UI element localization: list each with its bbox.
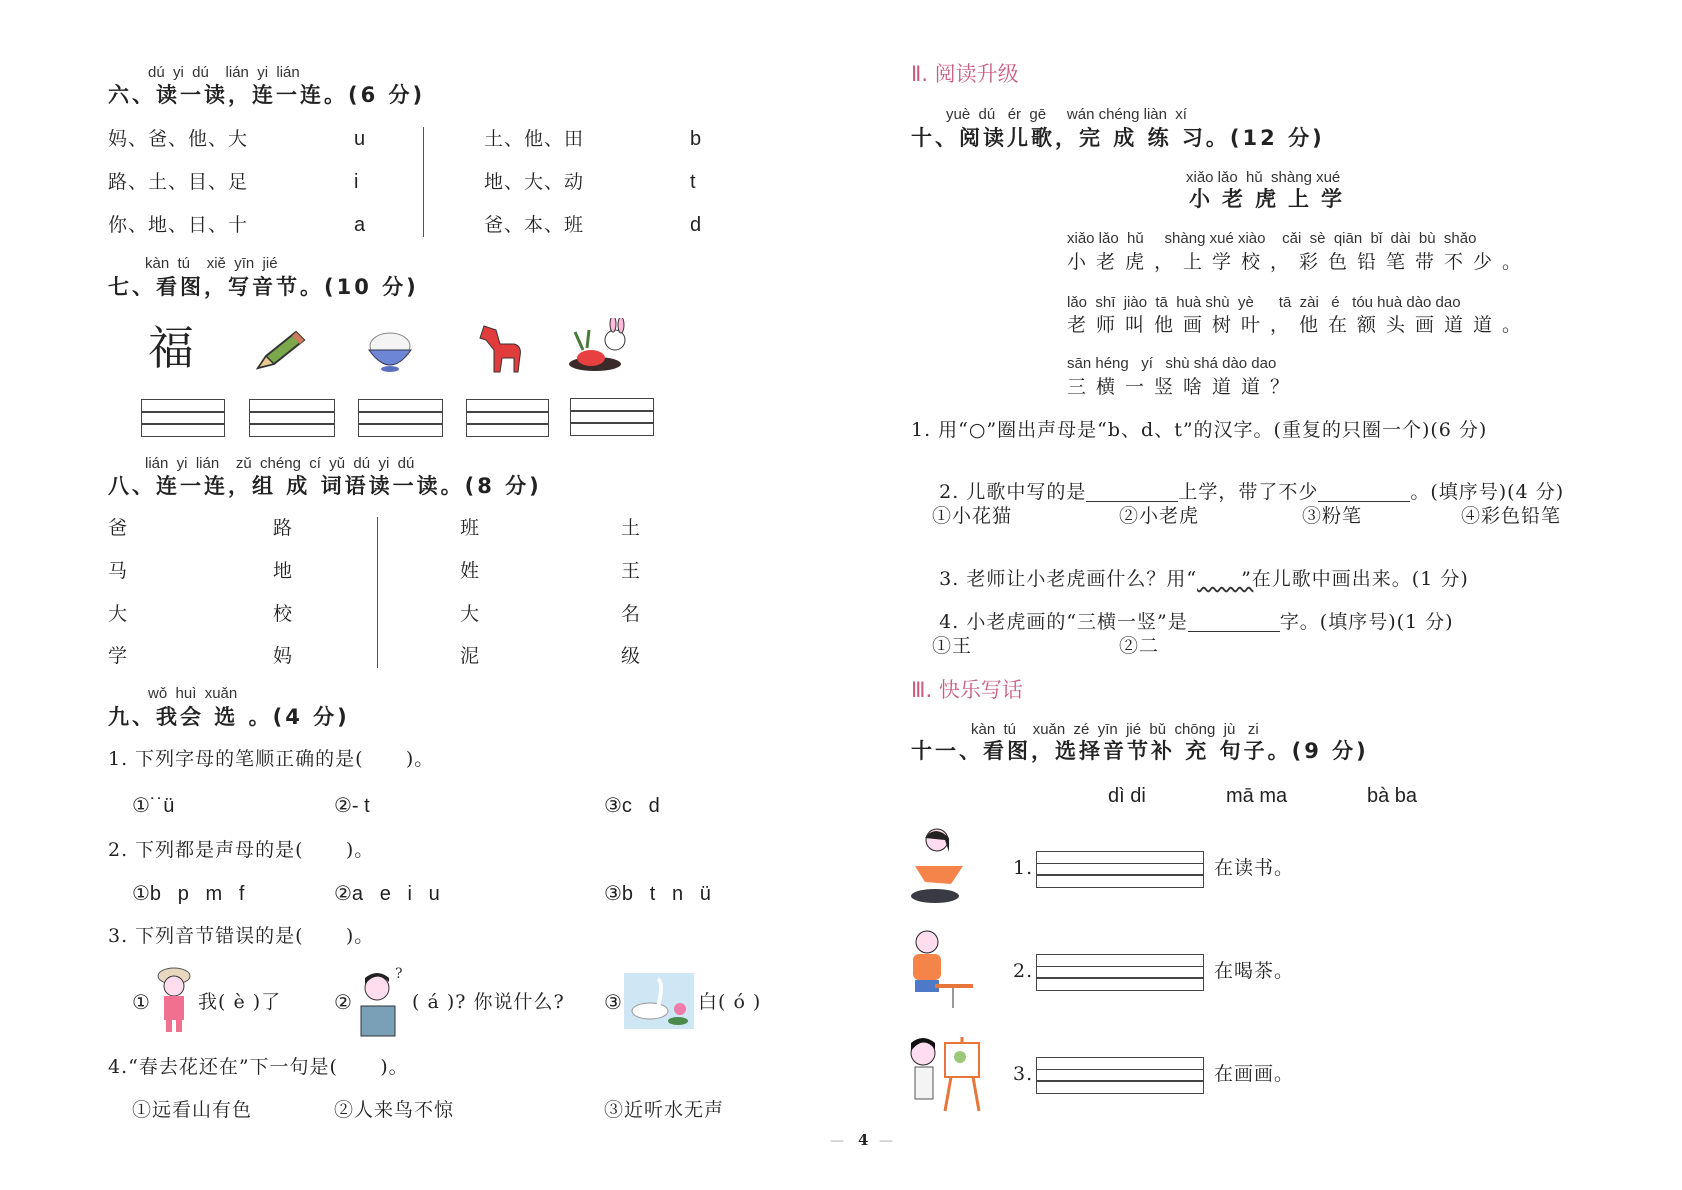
letter: d: [690, 214, 702, 236]
answer-blank[interactable]: [1086, 483, 1178, 502]
match-char: 爸: [108, 517, 129, 539]
footer-dash: —: [879, 1133, 893, 1149]
sub-question: 1. 下列字母的笔顺正确的是( )。: [108, 748, 435, 770]
row-number: 1.: [1013, 857, 1034, 879]
sub-question: 2. 下列都是声母的是( )。: [108, 839, 375, 861]
rice-bowl-icon: [365, 328, 415, 374]
rabbit-radish-icon: [565, 318, 643, 374]
section-heading: Ⅲ. 快乐写话: [911, 678, 1023, 702]
question-text: ”在儿歌中画出来。(1 分): [1241, 568, 1469, 590]
option: ①小花猫: [932, 505, 1013, 527]
father-drinking-tea-icon: [905, 928, 975, 1012]
question-text: 上学，带了不少: [1178, 481, 1319, 503]
char-group: 路、土、目、足: [108, 171, 249, 193]
answer-blank[interactable]: [1318, 483, 1410, 502]
swan-lake-icon: [624, 973, 694, 1029]
girl-icon: [152, 966, 198, 1034]
pinyin-writing-box[interactable]: [358, 399, 443, 437]
option-text: 我( è )了: [198, 991, 282, 1013]
option: ①王: [932, 635, 973, 657]
match-char: 大: [460, 603, 481, 625]
question-title: 六、读一读，连一连。(6 分): [108, 83, 426, 107]
question-text: 2. 儿歌中写的是: [939, 481, 1087, 503]
question-text: 3. 老师让小老虎画什么？用“: [939, 568, 1198, 590]
option: ④彩色铅笔: [1461, 505, 1562, 527]
fu-character: 福: [148, 321, 194, 375]
option: ②人来鸟不惊: [334, 1099, 455, 1121]
footer-dash: —: [830, 1133, 844, 1149]
pinyin-annotation: wǒ huì xuǎn: [148, 685, 238, 702]
option: ③b t n ü: [604, 883, 711, 905]
pinyin-writing-box[interactable]: [1036, 851, 1204, 888]
pencil-icon: [252, 326, 308, 374]
option-marker: ③: [604, 992, 622, 1014]
option-marker: ②: [334, 992, 352, 1014]
sentence-ending: 在喝茶。: [1214, 960, 1295, 982]
word-choice: mā ma: [1226, 785, 1288, 807]
char-group: 爸、本、班: [484, 214, 585, 236]
option: ③c d: [604, 795, 660, 817]
mother-reading-icon: [905, 826, 967, 910]
sub-question: 3. 下列音节错误的是( )。: [108, 925, 375, 947]
sub-question: 4.“春去花还在”下一句是( )。: [108, 1056, 409, 1078]
pinyin-annotation: yuè dú ér gē wán chéng liàn xí: [946, 106, 1187, 123]
poem-line: 小老虎，上学校，彩色铅笔带不少。: [1067, 251, 1532, 273]
pinyin-annotation: kàn tú xuǎn zé yīn jié bǔ chōng jù zi: [971, 721, 1259, 738]
match-char: 妈: [273, 645, 294, 667]
question-text: 字。(填序号)(1 分): [1279, 611, 1454, 633]
question-title: 八、连一连，组 成 词语读一读。(8 分): [108, 474, 542, 498]
pinyin-annotation: dú yi dú lián yi lián: [148, 64, 300, 81]
match-char: 路: [273, 517, 294, 539]
sentence-ending: 在画画。: [1214, 1063, 1295, 1085]
match-char: 级: [621, 645, 642, 667]
column-divider: [377, 517, 378, 668]
char-group: 你、地、日、十: [108, 214, 249, 236]
section-heading: Ⅱ. 阅读升级: [911, 62, 1019, 86]
column-divider: [423, 127, 424, 237]
letter: i: [354, 171, 359, 193]
letter: t: [690, 171, 696, 193]
char-group: 土、他、田: [484, 128, 585, 150]
pinyin-writing-box[interactable]: [466, 399, 549, 437]
match-char: 名: [621, 603, 642, 625]
pinyin-writing-box[interactable]: [249, 399, 335, 437]
option-text: ( á )? 你说什么?: [412, 991, 565, 1013]
option: ②二: [1119, 635, 1160, 657]
pinyin-annotation: kàn tú xiě yīn jié: [145, 255, 278, 272]
option: ③近听水无声: [604, 1099, 725, 1121]
option: ①˙˙ü: [132, 795, 175, 817]
pinyin-annotation: xiǎo lǎo hǔ shàng xué: [1186, 169, 1341, 186]
pinyin-writing-box[interactable]: [1036, 1057, 1204, 1094]
char-group: 妈、爸、他、大: [108, 128, 249, 150]
boy-question-icon: [355, 966, 405, 1038]
option: ②小老虎: [1119, 505, 1200, 527]
question-title: 十、阅读儿歌，完 成 练 习。(12 分): [911, 126, 1325, 150]
svg-text:?: ?: [395, 966, 403, 982]
page-number: 4: [858, 1131, 869, 1149]
word-choice: dì di: [1108, 785, 1146, 807]
match-char: 王: [621, 560, 642, 582]
pinyin-annotation: xiǎo lǎo hǔ shàng xué xiào cǎi sè qiān bǐ dài bù shǎo: [1067, 230, 1477, 247]
match-char: 姓: [460, 560, 481, 582]
sub-question: [911, 594, 1454, 651]
poem-line: 三横一竖啥道道？: [1067, 376, 1300, 398]
question-text: 。(填序号)(4 分): [1410, 481, 1565, 503]
sentence-ending: 在读书。: [1214, 857, 1295, 879]
option: ②a e i u: [334, 883, 440, 905]
option: ③粉笔: [1302, 505, 1363, 527]
sub-question: 1. 用“○”圈出声母是“b、d、t”的汉字。(重复的只圈一个)(6 分): [911, 419, 1488, 441]
match-char: 地: [273, 560, 294, 582]
poem-title: 小老虎上学: [1189, 187, 1354, 211]
letter: u: [354, 128, 366, 150]
option: ①b p m f: [132, 883, 245, 905]
option: ①远看山有色: [132, 1099, 253, 1121]
match-char: 学: [108, 645, 129, 667]
option-text: 白( ó ): [698, 991, 762, 1013]
answer-blank[interactable]: [1188, 613, 1280, 632]
letter: a: [354, 214, 366, 236]
word-choice: bà ba: [1367, 785, 1418, 807]
option-marker: ①: [132, 992, 150, 1014]
pinyin-writing-box[interactable]: [141, 399, 225, 437]
poem-line: 老师叫他画树叶，他在额头画道道。: [1067, 314, 1532, 336]
wavy-underline-mark: ​: [1197, 568, 1254, 590]
letter: b: [690, 128, 702, 150]
match-char: 大: [108, 603, 129, 625]
pinyin-writing-box[interactable]: [1036, 954, 1204, 991]
match-char: 马: [108, 560, 129, 582]
pinyin-annotation: lǎo shī jiào tā huà shù yè tā zài é tóu huà dào dao: [1067, 294, 1461, 311]
question-title: 九、我会 选 。(4 分): [108, 705, 350, 729]
match-char: 班: [460, 517, 481, 539]
pinyin-writing-box[interactable]: [570, 398, 654, 436]
horse-icon: [474, 320, 524, 376]
row-number: 2.: [1013, 960, 1034, 982]
pinyin-annotation: sān héng yí shù shá dào dao: [1067, 355, 1277, 372]
question-text: 4. 小老虎画的“三横一竖”是: [939, 611, 1188, 633]
match-char: 土: [621, 517, 642, 539]
pinyin-annotation: lián yi lián zǔ chéng cí yǔ dú yi dú: [145, 455, 415, 472]
char-group: 地、大、动: [484, 171, 585, 193]
boy-painting-icon: [905, 1031, 983, 1115]
option: ②- t: [334, 795, 370, 817]
question-title: 十一、看图，选择音节补 充 句子。(9 分): [911, 739, 1369, 763]
row-number: 3.: [1013, 1063, 1034, 1085]
question-title: 七、看图，写音节。(10 分): [108, 275, 419, 299]
match-char: 校: [273, 603, 294, 625]
match-char: 泥: [460, 645, 481, 667]
